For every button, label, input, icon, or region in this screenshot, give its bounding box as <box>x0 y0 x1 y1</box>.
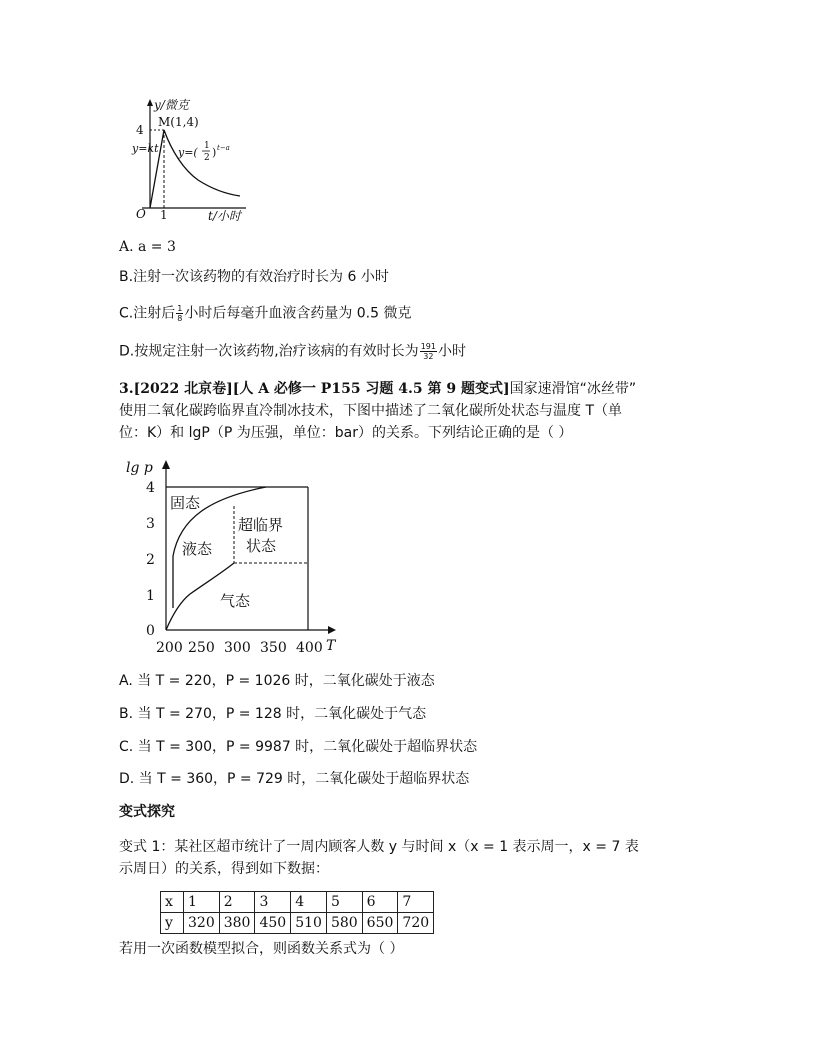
variant-1-line-1: 变式 1：某社区超市统计了一周内顾客人数 y 与时间 x（x = 1 表示周一，x = 7 表 <box>119 839 639 855</box>
table-cell: 5 <box>326 892 362 913</box>
question-3-line-3: 位：K）和 lgP（P 为压强，单位：bar）的关系。下列结论正确的是（ ） <box>119 425 573 441</box>
table-cell: 510 <box>291 913 327 934</box>
q3-option-d: D. 当 T = 360，P = 729 时，二氧化碳处于超临界状态 <box>119 771 470 787</box>
left-curve-label: y=kt <box>132 142 159 155</box>
region-liquid: 液态 <box>182 540 213 558</box>
option-a: A. a = 3 <box>119 239 176 255</box>
x-axis-label: T <box>326 638 336 654</box>
table-cell: 450 <box>255 913 291 934</box>
section-title: 变式探究 <box>119 804 175 820</box>
co2-phase-diagram <box>120 456 340 660</box>
x-axis-label: t/小时 <box>208 209 241 223</box>
question-3-line-1 <box>119 380 636 398</box>
y-axis-label: y/微克 <box>154 98 189 112</box>
option-d-fraction: $\frac{191}{32}$ <box>420 342 436 361</box>
region-solid: 固态 <box>170 494 201 512</box>
x-axis-arrow <box>328 626 336 634</box>
table-header-y: y <box>161 913 184 934</box>
x-tick-200: 200 <box>156 640 183 656</box>
table-cell: 380 <box>219 913 255 934</box>
svg-text:1: 1 <box>204 141 210 151</box>
x-tick-300: 300 <box>224 640 251 656</box>
table-header-x: x <box>161 892 184 913</box>
svg-text:2: 2 <box>204 153 210 163</box>
x-tick-250: 250 <box>188 640 215 656</box>
option-b: B.注射一次该药物的有效治疗时长为 6 小时 <box>119 269 389 285</box>
question-3-intro: 国家速滑馆“冰丝带” <box>509 381 637 397</box>
x-tick-400: 400 <box>296 640 323 656</box>
table-cell: 2 <box>219 892 255 913</box>
table-row <box>161 892 434 913</box>
table-cell: 6 <box>362 892 398 913</box>
option-c-suffix: 小时后每毫升血液含药量为 0.5 微克 <box>184 305 412 322</box>
region-gas: 气态 <box>220 592 251 610</box>
y-axis-arrow <box>147 99 153 106</box>
y-tick-1: 1 <box>146 588 155 604</box>
x-tick-350: 350 <box>260 640 287 656</box>
table-cell: 320 <box>184 913 220 934</box>
y-tick-3: 3 <box>146 516 155 532</box>
origin-label: O <box>136 207 146 221</box>
variant-1-question: 若用一次函数模型拟合，则函数关系式为（ ） <box>119 941 404 957</box>
question-3-header: 3.[2022 北京卷][人 A 必修一 P155 习题 4.5 第 9 题变式] <box>119 381 510 397</box>
table-cell: 580 <box>326 913 362 934</box>
decay-curve <box>164 130 240 196</box>
table-cell: 7 <box>398 892 434 913</box>
q3-option-a: A. 当 T = 220，P = 1026 时，二氧化碳处于液态 <box>119 673 435 689</box>
variant-1-line-2: 示周日）的关系，得到如下数据： <box>119 861 329 877</box>
tick-4: 4 <box>136 123 144 137</box>
table-row <box>161 913 434 934</box>
right-curve-label <box>177 141 230 163</box>
svg-text:): ) <box>212 146 217 159</box>
tick-1: 1 <box>160 208 168 222</box>
y-axis-label: lg p <box>126 460 153 476</box>
table-cell: 1 <box>184 892 220 913</box>
q3-option-c: C. 当 T = 300，P = 9987 时，二氧化碳处于超临界状态 <box>119 739 478 755</box>
y-tick-0: 0 <box>146 623 155 639</box>
y-tick-2: 2 <box>146 552 155 568</box>
data-table <box>160 891 434 934</box>
drug-concentration-graph <box>128 96 258 224</box>
option-c-fraction: $\frac{1}{8}$ <box>177 304 183 323</box>
option-c <box>119 304 412 323</box>
option-c-prefix: C.注射后 <box>119 305 176 322</box>
table-cell: 4 <box>291 892 327 913</box>
region-supercritical-1: 超临界 <box>238 516 284 534</box>
y-tick-4: 4 <box>146 480 155 496</box>
region-supercritical-2: 状态 <box>246 537 277 555</box>
svg-text:y=(: y=( <box>178 146 198 159</box>
y-axis-arrow <box>162 460 170 469</box>
option-d <box>119 342 466 361</box>
q3-option-b: B. 当 T = 270，P = 128 时，二氧化碳处于气态 <box>119 706 427 722</box>
option-d-suffix: 小时 <box>437 343 466 360</box>
table-cell: 3 <box>255 892 291 913</box>
question-3-line-2: 使用二氧化碳跨临界直冷制冰技术，下图中描述了二氧化碳所处状态与温度 T（单 <box>119 403 622 419</box>
option-d-prefix: D.按规定注射一次该药物,治疗该病的有效时长为 <box>119 343 419 360</box>
svg-text:t−a: t−a <box>217 144 230 152</box>
table-cell: 650 <box>362 913 398 934</box>
table-cell: 720 <box>398 913 434 934</box>
point-label: M(1,4) <box>158 115 199 129</box>
